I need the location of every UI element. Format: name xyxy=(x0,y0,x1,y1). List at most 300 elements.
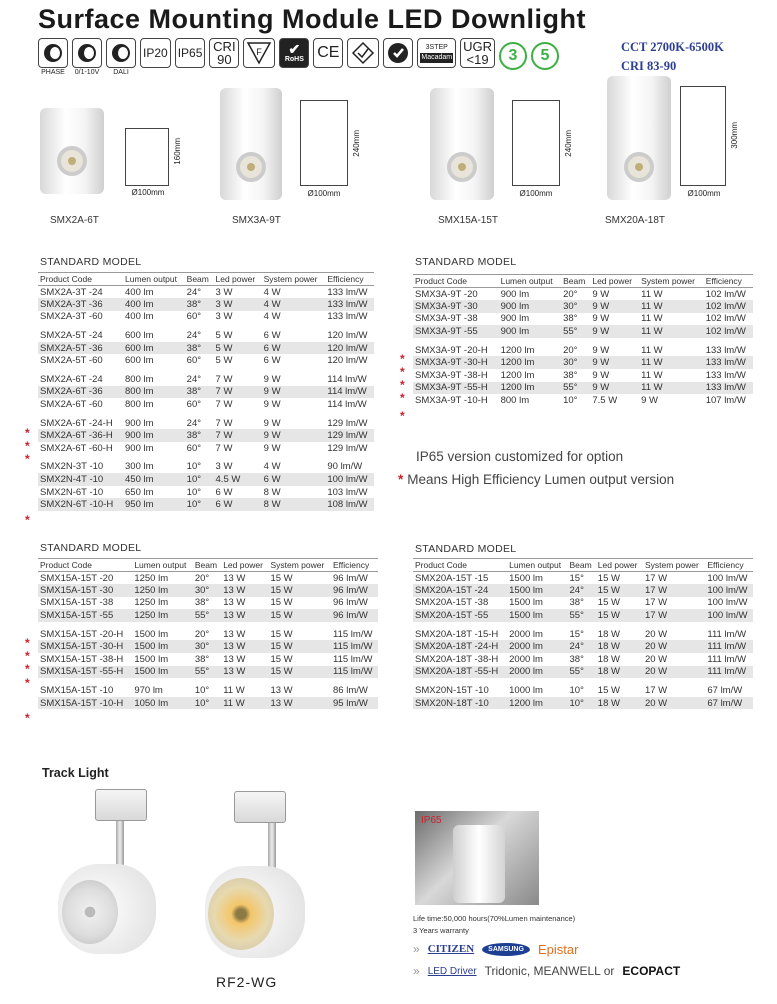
high-efficiency-star: * xyxy=(25,662,30,676)
column-header: Lumen output xyxy=(132,559,193,572)
product-label: SMX20A-18T xyxy=(605,215,666,226)
table-row xyxy=(413,313,753,326)
column-header: Efficiency xyxy=(705,559,753,572)
high-efficiency-star: * xyxy=(400,352,405,366)
table-row xyxy=(38,386,374,399)
table-cell: 10° xyxy=(186,486,202,498)
ip65-badge: IP65 xyxy=(175,38,206,68)
high-efficiency-star: * xyxy=(400,378,405,392)
table-cell: 107 lm/W xyxy=(705,395,746,407)
table-cell: 10° xyxy=(194,685,210,697)
table-cell: 114 lm/W xyxy=(325,386,374,399)
table-cell: SMX2N-3T -10 xyxy=(40,461,104,473)
table-row xyxy=(38,398,374,411)
table-cell: 900 lm xyxy=(500,288,530,300)
table-cell: 3 W xyxy=(215,311,233,323)
table-cell: 133 lm/W xyxy=(327,286,368,298)
table-cell: 18 W xyxy=(597,628,620,640)
table-cell: 17 W xyxy=(644,597,668,609)
table-cell: 111 lm/W xyxy=(707,653,747,665)
high-efficiency-star: * xyxy=(25,452,30,466)
table-cell: 10° xyxy=(193,697,221,710)
table-row xyxy=(38,597,378,610)
column-header: Led power xyxy=(221,559,268,572)
table-cell: 650 lm xyxy=(125,486,154,498)
table-cell: 133 lm/W xyxy=(325,298,374,311)
table-cell: 103 lm/W xyxy=(327,486,368,498)
column-header: System power xyxy=(268,559,331,572)
table-cell: 7.5 W xyxy=(592,395,618,407)
page-title: Surface Mounting Module LED Downlight xyxy=(38,4,586,34)
table-cell: 9 W xyxy=(262,429,326,442)
table-cell: 450 lm xyxy=(123,473,185,486)
table-header-row xyxy=(38,559,378,572)
high-efficiency-star: * xyxy=(400,391,405,405)
table-cell: 15° xyxy=(569,572,584,584)
table-cell: 67 lm/W xyxy=(707,685,743,697)
table-cell: 10° xyxy=(563,395,578,407)
phase-caption: PHASE xyxy=(41,69,65,76)
table-cell: 15 W xyxy=(268,584,331,597)
table-row xyxy=(413,597,753,610)
table-row xyxy=(38,666,378,679)
table-cell: 1500 lm xyxy=(507,609,567,622)
table-cell: 120 lm/W xyxy=(327,330,368,342)
table-row xyxy=(38,354,374,367)
table-cell: 38° xyxy=(185,298,214,311)
table-cell: SMX2A-6T -60 xyxy=(40,399,103,411)
rohs-text: RoHS xyxy=(284,56,304,63)
table-cell: 11 W xyxy=(641,313,663,325)
cct-info xyxy=(621,38,724,76)
rohs-icon: ✔ RoHS xyxy=(279,38,309,68)
dim-010-caption: 0/1-10V xyxy=(74,69,100,76)
column-header: Product Code xyxy=(38,559,132,572)
warranty-3-years-icon: 3 xyxy=(499,42,527,70)
table-cell: SMX15A-15T -30-H xyxy=(38,640,132,653)
table-cell: SMX3A-9T -55-H xyxy=(413,382,499,395)
table-cell: 102 lm/W xyxy=(704,325,753,338)
table-cell: 55° xyxy=(568,609,596,622)
table-cell: 115 lm/W xyxy=(333,653,373,665)
phase-dim-icon xyxy=(38,38,68,68)
table-cell: SMX3A-9T -30 xyxy=(413,300,499,313)
table-cell: 13 W xyxy=(221,584,268,597)
table-cell: 1500 lm xyxy=(507,584,567,597)
table-cell: 10° xyxy=(185,498,214,511)
table-cell: 15 W xyxy=(597,597,620,609)
table-cell: 600 lm xyxy=(125,355,154,367)
table-cell: 2000 lm xyxy=(509,653,543,665)
table-cell: SMX20N-15T -10 xyxy=(415,685,489,697)
downlight-photo xyxy=(220,88,282,200)
column-header: Efficiency xyxy=(325,273,374,286)
table-row xyxy=(38,298,374,311)
driver-brands-text: Tridonic, MEANWELL or xyxy=(484,964,615,978)
table-cell: 11 W xyxy=(641,288,663,300)
table-cell: SMX3A-9T -38-H xyxy=(415,369,488,381)
table-cell: 133 lm/W xyxy=(705,344,746,356)
table-cell: 1250 lm xyxy=(132,609,193,622)
track-head-face xyxy=(208,878,274,950)
column-header: Efficiency xyxy=(704,275,753,288)
table-cell: SMX15A-15T -20 xyxy=(40,572,114,584)
table-cell: 96 lm/W xyxy=(333,597,368,609)
table-cell: 114 lm/W xyxy=(327,373,367,385)
width-dimension: Ø100mm xyxy=(131,188,165,197)
table-row xyxy=(38,286,374,299)
table-cell: 55° xyxy=(193,666,221,679)
table-cell: 24° xyxy=(568,640,596,653)
ecopact-logo: ECOPACT xyxy=(622,964,681,978)
cri-badge xyxy=(209,38,239,68)
table-cell: 11 W xyxy=(639,325,704,338)
table-cell: 4 W xyxy=(263,311,281,323)
table-header-row xyxy=(413,275,753,288)
table-row xyxy=(38,342,374,355)
product-label: SMX2A-6T xyxy=(50,215,99,226)
table-cell: 800 lm xyxy=(125,373,154,385)
table-cell: 38° xyxy=(569,597,584,609)
spec-table-smx20 xyxy=(413,558,753,709)
table-cell: 38° xyxy=(194,597,210,609)
table-cell: 20 W xyxy=(644,628,668,640)
table-row xyxy=(38,461,374,474)
table-cell: 7 W xyxy=(215,373,233,385)
table-cell: SMX3A-9T -10-H xyxy=(415,395,488,407)
table-cell: 111 lm/W xyxy=(705,666,753,679)
table-cell: 30° xyxy=(193,640,221,653)
citizen-logo: CITIZEN xyxy=(427,943,475,955)
table-cell: 9 W xyxy=(590,382,639,395)
table-row xyxy=(38,640,378,653)
table-cell: 115 lm/W xyxy=(331,666,378,679)
table-cell: 18 W xyxy=(596,697,643,710)
table-cell: SMX15A-15T -10 xyxy=(40,685,114,697)
table-cell: 60° xyxy=(186,311,202,323)
table-cell: 30° xyxy=(561,356,590,369)
column-header: Led power xyxy=(596,559,643,572)
table-cell: 11 W xyxy=(639,300,704,313)
column-header: System power xyxy=(639,275,704,288)
table-cell: 1200 lm xyxy=(500,344,535,356)
table-cell: 30° xyxy=(561,300,590,313)
high-efficiency-star: * xyxy=(25,426,30,440)
table-cell: SMX20A-15T -24 xyxy=(413,584,507,597)
table-cell: 15 W xyxy=(268,609,331,622)
table-cell: 7 W xyxy=(215,399,233,411)
ce-mark: CE xyxy=(313,38,343,68)
f-mark-icon xyxy=(243,38,275,68)
table-cell: 9 W xyxy=(263,399,281,411)
table-cell: SMX15A-15T -38-H xyxy=(40,653,124,665)
table-row xyxy=(38,429,374,442)
table-cell: 1000 lm xyxy=(509,685,543,697)
table-cell: 115 lm/W xyxy=(333,628,373,640)
table-cell: 60° xyxy=(186,355,202,367)
high-efficiency-note xyxy=(398,472,674,487)
table-row xyxy=(38,329,374,342)
table-cell: SMX3A-9T -20 xyxy=(415,288,478,300)
table-cell: 400 lm xyxy=(123,298,185,311)
table-cell: 5 W xyxy=(215,355,233,367)
table-cell: 60° xyxy=(186,442,202,454)
table-cell: 11 W xyxy=(223,685,245,697)
table-cell: 17 W xyxy=(644,685,668,697)
column-header: Led power xyxy=(214,273,262,286)
table-cell: 800 lm xyxy=(500,395,530,407)
table-cell: 133 lm/W xyxy=(327,311,368,323)
table-cell: 9 W xyxy=(263,417,281,429)
table-cell: 111 lm/W xyxy=(705,640,753,653)
column-header: Efficiency xyxy=(331,559,378,572)
table-header-row xyxy=(413,559,753,572)
table-cell: 9 W xyxy=(592,344,610,356)
table-cell: 100 lm/W xyxy=(705,609,753,622)
table-cell: 800 lm xyxy=(125,399,154,411)
table-cell: SMX2A-5T -36 xyxy=(38,342,123,355)
epistar-logo: Epistar xyxy=(537,941,579,957)
table-cell: 18 W xyxy=(597,653,620,665)
table-cell: 3 W xyxy=(214,298,262,311)
table-cell: 55° xyxy=(193,609,221,622)
table-cell: 18 W xyxy=(596,666,643,679)
rcm-icon xyxy=(347,38,379,68)
table-cell: 100 lm/W xyxy=(325,473,374,486)
table-cell: 4 W xyxy=(262,298,326,311)
dimension-drawing xyxy=(512,100,560,186)
step-sub: Macadam xyxy=(421,54,453,61)
high-efficiency-star: * xyxy=(400,365,405,379)
table-cell: SMX3A-9T -30-H xyxy=(413,356,499,369)
table-cell: 1500 lm xyxy=(132,666,193,679)
table-cell: 55° xyxy=(561,325,590,338)
table-row xyxy=(38,628,378,641)
column-header: Beam xyxy=(561,275,590,288)
table-cell: 38° xyxy=(185,429,214,442)
table-cell: SMX20A-15T -15 xyxy=(415,572,489,584)
table-cell: 11 W xyxy=(221,697,268,710)
ugr-value: <19 xyxy=(466,52,489,67)
table-cell: 30° xyxy=(193,584,221,597)
table-cell: 3 W xyxy=(215,461,233,473)
table-row xyxy=(38,572,378,585)
table-cell: 1200 lm xyxy=(499,382,561,395)
table-cell: 38° xyxy=(194,653,210,665)
table-cell: 900 lm xyxy=(500,313,530,325)
table-cell: 900 lm xyxy=(499,325,561,338)
table-cell: 15 W xyxy=(596,609,643,622)
table-cell: SMX15A-15T -55-H xyxy=(38,666,132,679)
width-dimension: Ø100mm xyxy=(687,189,721,198)
table-cell: SMX20A-18T -24-H xyxy=(413,640,507,653)
high-efficiency-note-text: Means High Efficiency Lumen output version xyxy=(407,472,675,487)
table-cell: 7 W xyxy=(215,417,233,429)
table-header-row xyxy=(38,273,374,286)
ip65-photo xyxy=(415,811,539,905)
high-efficiency-star: * xyxy=(25,711,30,725)
led-driver-label: LED Driver xyxy=(427,965,477,977)
c-tick-icon xyxy=(383,38,413,68)
table-row xyxy=(413,609,753,622)
ugr-label: UGR xyxy=(463,39,492,54)
table-cell: 13 W xyxy=(221,666,268,679)
table-cell: 38° xyxy=(563,313,578,325)
table-row xyxy=(413,666,753,679)
table-cell: 102 lm/W xyxy=(705,313,746,325)
table-cell: 7 W xyxy=(214,429,262,442)
cri-value: 90 xyxy=(217,52,232,67)
dali-cert xyxy=(106,38,136,76)
table-cell: SMX15A-15T -38 xyxy=(40,597,114,609)
table-cell: 400 lm xyxy=(125,311,154,323)
table-cell: 3 W xyxy=(215,286,233,298)
table-row xyxy=(413,584,753,597)
table-cell: 115 lm/W xyxy=(331,640,378,653)
table-row xyxy=(38,473,374,486)
table-cell: SMX2N-6T -10-H xyxy=(38,498,123,511)
width-dimension: Ø100mm xyxy=(307,189,341,198)
table-row xyxy=(413,684,753,697)
table-cell: 96 lm/W xyxy=(331,584,378,597)
table-row xyxy=(413,697,753,710)
table-cell: 95 lm/W xyxy=(331,697,378,710)
high-efficiency-star: * xyxy=(25,439,30,453)
table-cell: 20 W xyxy=(643,666,705,679)
table-row xyxy=(38,584,378,597)
table-cell: 1200 lm xyxy=(499,356,561,369)
table-cell: 1250 lm xyxy=(134,572,169,584)
table-cell: SMX2A-6T -24 xyxy=(40,373,103,385)
table-cell: 6 W xyxy=(215,486,233,498)
phase-cert xyxy=(38,38,68,76)
dimension-drawing xyxy=(125,128,169,186)
table-cell: SMX2A-5T -60 xyxy=(40,355,103,367)
table-cell: 300 lm xyxy=(125,461,154,473)
table-cell: 9 W xyxy=(592,288,610,300)
table-cell: 10° xyxy=(186,461,202,473)
column-header: Lumen output xyxy=(507,559,567,572)
macadam-badge xyxy=(417,38,456,68)
table-cell: 120 lm/W xyxy=(327,355,368,367)
lifetime-text: Life time:50,000 hours(70%Lumen maintenance) xyxy=(413,914,576,923)
table-cell: 15 W xyxy=(270,572,293,584)
table-cell: 67 lm/W xyxy=(705,697,753,710)
table-cell: 111 lm/W xyxy=(707,628,747,640)
table-cell: 102 lm/W xyxy=(704,300,753,313)
table-cell: 15 W xyxy=(270,597,293,609)
table-cell: SMX20A-15T -38 xyxy=(415,597,489,609)
table-cell: 6 W xyxy=(262,473,326,486)
table-cell: 11 W xyxy=(641,369,663,381)
ip65-cylinder xyxy=(453,825,505,903)
table-cell: 24° xyxy=(186,330,202,342)
table-cell: 7 W xyxy=(215,442,233,454)
table-cell: 15 W xyxy=(268,666,331,679)
table-cell: 15 W xyxy=(270,653,293,665)
column-header: Lumen output xyxy=(123,273,185,286)
led-brands-row xyxy=(413,938,680,960)
table-cell: 900 lm xyxy=(125,417,154,429)
table-cell: SMX3A-9T -55 xyxy=(413,325,499,338)
table-cell: 129 lm/W xyxy=(325,429,374,442)
table-cell: 6 W xyxy=(262,342,326,355)
lifetime-info xyxy=(413,913,575,937)
table-cell: 970 lm xyxy=(134,685,163,697)
table-cell: 15 W xyxy=(597,685,620,697)
table-cell: 17 W xyxy=(643,584,705,597)
table-cell: 1500 lm xyxy=(132,640,193,653)
table-cell: 38° xyxy=(185,342,214,355)
table-row xyxy=(413,356,753,369)
table-cell: 11 W xyxy=(641,344,663,356)
table-cell: 90 lm/W xyxy=(327,461,363,473)
dimension-drawing xyxy=(300,100,348,186)
dali-caption: DALI xyxy=(113,69,129,76)
table-cell: SMX2A-3T -60 xyxy=(40,311,103,323)
downlight-photo xyxy=(430,88,494,200)
table-cell: 1050 lm xyxy=(132,697,193,710)
column-header: Beam xyxy=(193,559,221,572)
table-cell: 120 lm/W xyxy=(325,342,374,355)
column-header: Product Code xyxy=(413,275,499,288)
table-cell: 9 W xyxy=(641,395,659,407)
table-cell: 11 W xyxy=(639,382,704,395)
table-cell: 9 W xyxy=(263,373,281,385)
table-row xyxy=(38,442,374,455)
table-cell: 1500 lm xyxy=(509,597,543,609)
table-cell: SMX2A-6T -60-H xyxy=(40,442,113,454)
height-dimension: 240mm xyxy=(564,130,573,157)
table-row xyxy=(38,373,374,386)
spec-table-smx3 xyxy=(413,274,753,407)
table-cell: 4 W xyxy=(263,461,281,473)
table-cell: 1500 lm xyxy=(134,628,169,640)
table-cell: 96 lm/W xyxy=(333,572,368,584)
track-model-label: RF2-WG xyxy=(216,974,278,990)
table-cell: 100 lm/W xyxy=(707,597,748,609)
table-cell: 10° xyxy=(568,697,596,710)
table-row xyxy=(413,369,753,382)
section-title-d: STANDARD MODEL xyxy=(415,543,517,555)
table-cell: SMX15A-15T -20-H xyxy=(40,628,124,640)
table-cell: 100 lm/W xyxy=(705,584,753,597)
table-cell: SMX20A-18T -15-H xyxy=(415,628,499,640)
table-cell: 800 lm xyxy=(123,386,185,399)
spec-table-smx2 xyxy=(38,272,374,511)
table-cell: 9 W xyxy=(262,386,326,399)
table-cell: 900 lm xyxy=(125,442,154,454)
track-adapter xyxy=(95,789,147,821)
table-cell: 1200 lm xyxy=(507,697,567,710)
table-cell: 129 lm/W xyxy=(327,417,368,429)
table-cell: 24° xyxy=(186,373,202,385)
high-efficiency-star: * xyxy=(25,676,30,690)
arrow-icon: » xyxy=(413,942,420,956)
product-label: SMX3A-9T xyxy=(232,215,281,226)
brand-info xyxy=(413,938,680,982)
ip65-note: IP65 version customized for option xyxy=(416,449,624,464)
table-cell: 133 lm/W xyxy=(704,356,753,369)
f-mark-text: F xyxy=(256,47,263,57)
table-cell: 24° xyxy=(186,286,202,298)
table-cell: 86 lm/W xyxy=(333,685,368,697)
samsung-logo: SAMSUNG xyxy=(482,943,530,956)
table-cell: 17 W xyxy=(644,572,668,584)
table-cell: 38° xyxy=(569,653,584,665)
table-cell: 24° xyxy=(568,584,596,597)
table-cell: 1500 lm xyxy=(134,653,169,665)
